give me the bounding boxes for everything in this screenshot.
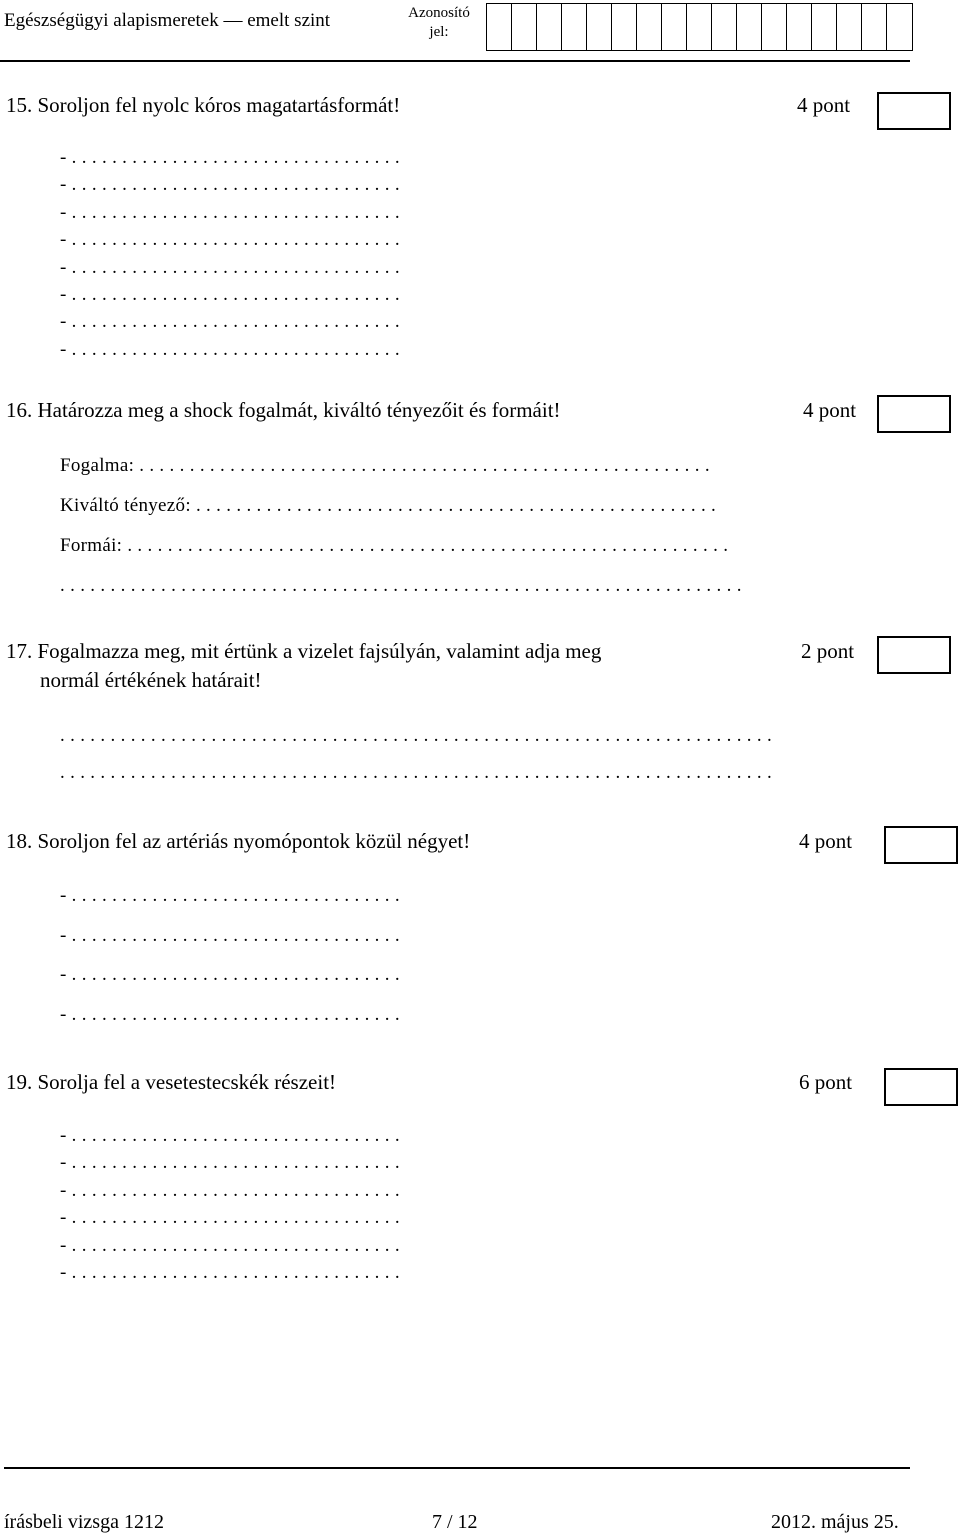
question-16-formai-line[interactable]: Formái: . . . . . . . . . . . . . . . . . . . . . . . . . . . . . . . . . . . . . . . . . . . . . . . . . . . . . . . . . . . . — [60, 535, 729, 556]
footer-date: 2012. május 25. — [771, 1511, 899, 1533]
footer-rule — [4, 1467, 910, 1469]
question-19-answer-line[interactable]: - . . . . . . . . . . . . . . . . . . . . . . . . . . . . . . . . . — [60, 1152, 400, 1174]
question-18-text: 18. Soroljon fel az artériás nyomópontok közül négyet! — [6, 829, 471, 853]
id-box[interactable] — [562, 4, 587, 50]
id-box[interactable] — [487, 4, 512, 50]
question-18-answer-line[interactable]: - . . . . . . . . . . . . . . . . . . . . . . . . . . . . . . . . . — [60, 924, 400, 946]
id-box[interactable] — [762, 4, 787, 50]
question-16-fogalma-line[interactable]: Fogalma: . . . . . . . . . . . . . . . . . . . . . . . . . . . . . . . . . . . . . . . . . . . . . . . . . . . . . . . . . — [60, 455, 710, 476]
question-15-text: 15. Soroljon fel nyolc kóros magatartásformát! — [6, 93, 401, 117]
question-17-answer-line[interactable]: . . . . . . . . . . . . . . . . . . . . . . . . . . . . . . . . . . . . . . . . . . . . . . . . . . . . . . . . . . . . . . . . . . . . . . . — [60, 725, 773, 746]
id-label-line-1: Azonosító — [408, 5, 470, 21]
question-19-score-box[interactable] — [884, 1068, 958, 1106]
question-19-answer-line[interactable]: - . . . . . . . . . . . . . . . . . . . . . . . . . . . . . . . . . — [60, 1262, 400, 1283]
question-17-score-box[interactable] — [877, 636, 951, 674]
question-19-points: 6 pont — [799, 1070, 853, 1094]
id-box[interactable] — [612, 4, 637, 50]
question-15-answer-line[interactable]: - . . . . . . . . . . . . . . . . . . . . . . . . . . . . . . . . . — [60, 229, 400, 251]
question-19-answer-line[interactable]: - . . . . . . . . . . . . . . . . . . . . . . . . . . . . . . . . . — [60, 1179, 400, 1201]
question-17-text-1: 17. Fogalmazza meg, mit értünk a vizelet fajsúlyán, valamint adja meg — [6, 639, 602, 663]
question-16-text: 16. Határozza meg a shock fogalmát, kiváltó tényezőit és formáit! — [6, 398, 561, 422]
question-16-extra-line[interactable]: . . . . . . . . . . . . . . . . . . . . . . . . . . . . . . . . . . . . . . . . . . . . . . . . . . . . . . . . . . . . . . . . . . . . — [60, 575, 742, 596]
question-16-kivalto-line[interactable]: Kiváltó tényező: . . . . . . . . . . . . . . . . . . . . . . . . . . . . . . . . . . . . . . . . . . . . . . . . . . . . — [60, 495, 717, 516]
question-18-answer-line[interactable]: - . . . . . . . . . . . . . . . . . . . . . . . . . . . . . . . . . — [60, 885, 400, 906]
id-box[interactable] — [812, 4, 837, 50]
id-label-line-2: jel: — [429, 24, 449, 40]
id-input-grid[interactable] — [486, 3, 913, 51]
question-15-answer-line[interactable]: - . . . . . . . . . . . . . . . . . . . . . . . . . . . . . . . . . — [60, 201, 400, 223]
footer-page-number: 7 / 12 — [432, 1511, 478, 1533]
footer-exam-code: írásbeli vizsga 1212 — [4, 1511, 164, 1533]
question-19-answer-line[interactable]: - . . . . . . . . . . . . . . . . . . . . . . . . . . . . . . . . . — [60, 1207, 400, 1229]
id-box[interactable] — [637, 4, 662, 50]
question-18-points: 4 pont — [799, 829, 853, 853]
question-15-answer-line[interactable]: - . . . . . . . . . . . . . . . . . . . . . . . . . . . . . . . . . — [60, 147, 400, 168]
id-label — [397, 4, 481, 42]
question-15-answer-line[interactable]: - . . . . . . . . . . . . . . . . . . . . . . . . . . . . . . . . . — [60, 284, 400, 305]
exam-subject: Egészségügyi alapismeretek — emelt szint — [4, 10, 331, 31]
question-17-answer-line[interactable]: . . . . . . . . . . . . . . . . . . . . . . . . . . . . . . . . . . . . . . . . . . . . . . . . . . . . . . . . . . . . . . . . . . . . . . . — [60, 762, 773, 783]
id-box[interactable] — [512, 4, 537, 50]
question-19-answer-line[interactable]: - . . . . . . . . . . . . . . . . . . . . . . . . . . . . . . . . . — [60, 1125, 400, 1146]
question-17-text-2: normál értékének határait! — [40, 668, 262, 692]
id-box[interactable] — [862, 4, 887, 50]
id-box[interactable] — [712, 4, 737, 50]
question-18-answer-line[interactable]: - . . . . . . . . . . . . . . . . . . . . . . . . . . . . . . . . . — [60, 964, 400, 985]
id-box[interactable] — [887, 4, 912, 50]
question-15-answer-line[interactable]: - . . . . . . . . . . . . . . . . . . . . . . . . . . . . . . . . . — [60, 256, 400, 278]
question-18-answer-line[interactable]: - . . . . . . . . . . . . . . . . . . . . . . . . . . . . . . . . . — [60, 1003, 400, 1025]
question-19-answer-line[interactable]: - . . . . . . . . . . . . . . . . . . . . . . . . . . . . . . . . . — [60, 1234, 400, 1256]
question-15-answer-line[interactable]: - . . . . . . . . . . . . . . . . . . . . . . . . . . . . . . . . . — [60, 174, 400, 196]
question-19-text: 19. Sorolja fel a vesetestecskék részeit! — [6, 1070, 337, 1094]
id-box[interactable] — [787, 4, 812, 50]
id-box[interactable] — [837, 4, 862, 50]
question-15-score-box[interactable] — [877, 92, 951, 130]
question-15-points: 4 pont — [797, 93, 851, 117]
id-box[interactable] — [687, 4, 712, 50]
question-18-score-box[interactable] — [884, 826, 958, 864]
header-rule — [0, 60, 910, 62]
question-17-points: 2 pont — [801, 639, 855, 663]
id-box[interactable] — [537, 4, 562, 50]
question-15-answer-line[interactable]: - . . . . . . . . . . . . . . . . . . . . . . . . . . . . . . . . . — [60, 311, 400, 333]
id-box[interactable] — [587, 4, 612, 50]
question-16-score-box[interactable] — [877, 395, 951, 433]
id-box[interactable] — [737, 4, 762, 50]
question-16-points: 4 pont — [803, 398, 857, 422]
question-15-answer-line[interactable]: - . . . . . . . . . . . . . . . . . . . . . . . . . . . . . . . . . — [60, 338, 400, 360]
id-box[interactable] — [662, 4, 687, 50]
